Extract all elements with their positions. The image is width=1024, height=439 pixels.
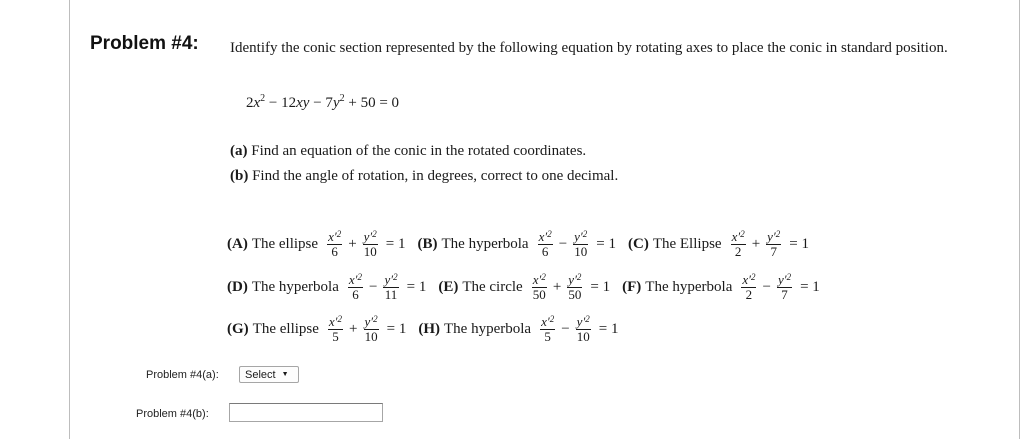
numerator: x′ <box>538 229 548 244</box>
choice-a <box>227 230 406 259</box>
equals-one: = 1 <box>406 279 427 295</box>
fraction-y <box>364 315 379 344</box>
numerator: y′ <box>384 272 394 287</box>
numerator-exp: 2 <box>750 272 756 282</box>
equation-var-xy: xy <box>296 95 310 111</box>
choice-name: The Ellipse <box>652 236 722 252</box>
part-b-letter: (b) <box>230 168 249 184</box>
fraction-x <box>532 273 547 302</box>
fraction-x <box>328 315 343 344</box>
choice-h <box>418 315 618 344</box>
equals-one: = 1 <box>598 321 619 337</box>
equation-var-x: x <box>253 95 261 111</box>
choice-c <box>628 230 809 259</box>
numerator-exp: 2 <box>582 229 588 239</box>
equation-var-y: y <box>332 95 340 111</box>
denominator: 10 <box>576 329 590 344</box>
denominator: 50 <box>568 287 582 302</box>
denominator: 50 <box>532 287 546 302</box>
numerator: x′ <box>348 272 358 287</box>
denominator: 2 <box>745 287 753 302</box>
answer-b-label: Problem #4(b): <box>136 408 209 420</box>
numerator: y′ <box>777 272 787 287</box>
choice-b <box>418 230 617 259</box>
choice-row-3 <box>227 315 631 344</box>
equation-term-2: − 12 <box>265 95 297 111</box>
numerator: y′ <box>568 272 577 287</box>
choice-g <box>227 315 406 344</box>
right-border <box>1019 0 1020 439</box>
choice-e <box>438 273 610 302</box>
choice-row-2 <box>227 273 832 302</box>
fraction-x <box>741 273 756 302</box>
part-b-text: Find the angle of rotation, in degrees, correct to one decimal. <box>248 168 619 184</box>
equation-exp-1: 2 <box>260 93 266 104</box>
choice-letter: (A) <box>227 236 248 252</box>
fraction-x <box>538 230 553 259</box>
fraction-y <box>576 315 591 344</box>
numerator: x′ <box>742 272 751 287</box>
fraction-y <box>777 273 792 302</box>
denominator: 10 <box>364 329 378 344</box>
numerator-exp: 2 <box>337 314 343 324</box>
numerator-exp: 2 <box>372 229 377 239</box>
numerator-exp: 2 <box>547 229 552 239</box>
numerator-exp: 2 <box>775 229 781 239</box>
denominator: 6 <box>331 244 338 259</box>
choice-letter: (B) <box>417 236 438 252</box>
operator: − <box>558 236 568 252</box>
denominator: 2 <box>734 244 742 259</box>
denominator: 5 <box>332 329 339 344</box>
equals-one: = 1 <box>596 236 616 252</box>
fraction-x <box>327 230 342 259</box>
choice-letter: (F) <box>622 279 642 295</box>
equals-one: = 1 <box>386 321 407 337</box>
numerator: x′ <box>731 229 741 244</box>
fraction-y <box>383 273 398 302</box>
fraction-x <box>731 230 746 259</box>
fraction-x <box>348 273 363 302</box>
choice-letter: (E) <box>438 279 459 295</box>
numerator: y′ <box>767 229 776 244</box>
answer-a-select[interactable] <box>239 366 299 383</box>
denominator: 10 <box>574 244 588 259</box>
numerator: x′ <box>532 272 542 287</box>
fraction-x <box>540 315 555 344</box>
equals-one: = 1 <box>789 236 809 252</box>
dropdown-arrow-icon: ▼ <box>281 371 289 378</box>
operator: + <box>751 236 761 252</box>
equals-one: = 1 <box>385 236 406 252</box>
choice-f <box>622 273 820 302</box>
left-border <box>69 0 70 439</box>
choice-letter: (G) <box>227 321 249 337</box>
part-a-letter: (a) <box>230 143 248 159</box>
fraction-y <box>567 273 582 302</box>
denominator: 7 <box>781 287 788 302</box>
numerator: y′ <box>363 229 373 244</box>
answer-b-input[interactable] <box>229 403 383 422</box>
operator: − <box>369 279 378 295</box>
fraction-y <box>363 230 378 259</box>
problem-heading: Problem #4: <box>90 33 199 54</box>
numerator: y′ <box>364 314 374 329</box>
fraction-y <box>766 230 781 259</box>
numerator-exp: 2 <box>393 272 398 282</box>
numerator-exp: 2 <box>336 229 342 239</box>
equation-term-4: + 50 = 0 <box>344 95 400 111</box>
numerator: x′ <box>328 229 337 244</box>
numerator-exp: 2 <box>585 314 590 324</box>
choice-letter: (C) <box>628 236 649 252</box>
choice-name: The hyperbola <box>441 236 529 252</box>
denominator: 7 <box>770 244 777 259</box>
numerator-exp: 2 <box>373 314 378 324</box>
numerator-exp: 2 <box>576 272 582 282</box>
numerator-exp: 2 <box>740 229 745 239</box>
part-a <box>230 143 586 160</box>
numerator: x′ <box>328 314 338 329</box>
denominator: 6 <box>541 244 549 259</box>
choice-name: The ellipse <box>252 321 319 337</box>
choice-letter: (D) <box>227 279 248 295</box>
choice-name: The hyperbola <box>645 279 733 295</box>
denominator: 10 <box>363 244 377 259</box>
fraction-y <box>573 230 588 259</box>
operator: − <box>762 279 771 295</box>
operator: − <box>561 321 570 337</box>
numerator: y′ <box>574 229 583 244</box>
choice-letter: (H) <box>418 321 441 337</box>
numerator-exp: 2 <box>549 314 555 324</box>
choice-d <box>227 273 426 302</box>
equation-coef-1: 2 <box>246 95 254 111</box>
answer-a-label: Problem #4(a): <box>146 369 219 381</box>
numerator-exp: 2 <box>786 272 792 282</box>
choice-name: The hyperbola <box>444 321 532 337</box>
answer-a-select-value: Select <box>245 368 276 381</box>
numerator: x′ <box>541 314 550 329</box>
denominator: 5 <box>544 329 551 344</box>
equals-one: = 1 <box>590 279 611 295</box>
choice-name: The ellipse <box>251 236 319 252</box>
problem-statement: Identify the conic section represented by the following equation by rotating axes to place the conic in standard position. <box>230 40 948 56</box>
operator: + <box>349 321 358 337</box>
operator: + <box>552 279 562 295</box>
equation <box>246 95 399 112</box>
part-a-text: Find an equation of the conic in the rotated coordinates. <box>247 143 587 159</box>
equation-term-3: − 7 <box>309 95 333 111</box>
equals-one: = 1 <box>800 279 820 295</box>
part-b <box>230 168 618 185</box>
choice-row-1 <box>227 230 821 259</box>
denominator: 11 <box>384 287 398 302</box>
numerator: y′ <box>576 314 586 329</box>
choice-name: The circle <box>462 279 523 295</box>
choice-name: The hyperbola <box>251 279 339 295</box>
denominator: 6 <box>352 287 359 302</box>
equation-exp-3: 2 <box>339 93 345 104</box>
numerator-exp: 2 <box>357 272 363 282</box>
numerator-exp: 2 <box>541 272 546 282</box>
operator: + <box>348 236 357 252</box>
